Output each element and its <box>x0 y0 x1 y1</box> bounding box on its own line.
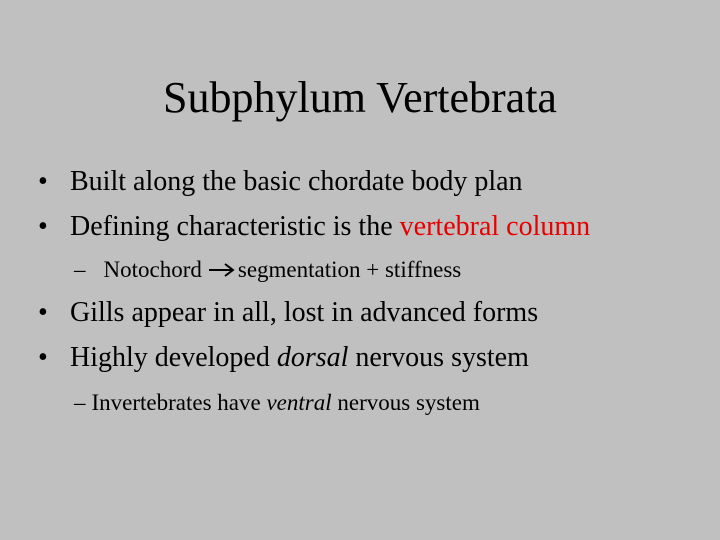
bullet-marker: • <box>38 342 48 373</box>
sub-bullet-marker: – <box>74 257 86 282</box>
bullet-text: Built along the basic chordate body plan <box>70 166 523 197</box>
bullet-text: Gills appear in all, lost in advanced forms <box>70 297 539 328</box>
sub-bullet-item <box>74 389 480 417</box>
bullet-text: nervous system <box>348 342 529 373</box>
emphasized-term: dorsal <box>276 342 349 373</box>
sub-bullet-item <box>74 256 461 284</box>
bullet-item <box>38 296 538 330</box>
bullet-item <box>38 341 529 375</box>
bullet-marker: • <box>38 211 48 242</box>
sub-bullet-text: segmentation + stiffness <box>237 257 462 282</box>
sub-bullet-text: nervous system <box>331 390 480 415</box>
bullet-text: Highly developed <box>70 342 277 373</box>
bullet-item <box>38 210 590 244</box>
right-arrow-icon <box>208 262 236 278</box>
sub-bullet-text: Notochord <box>103 257 202 282</box>
highlighted-term: vertebral column <box>399 211 591 242</box>
bullet-marker: • <box>38 166 48 197</box>
bullet-item <box>38 165 523 199</box>
slide-title: Subphylum Vertebrata <box>163 73 557 122</box>
bullet-text: Defining characteristic is the <box>70 211 400 242</box>
bullet-marker: • <box>38 297 48 328</box>
sub-bullet-text: Invertebrates have <box>91 390 267 415</box>
emphasized-term: ventral <box>266 390 332 415</box>
sub-bullet-marker: – <box>74 390 86 415</box>
